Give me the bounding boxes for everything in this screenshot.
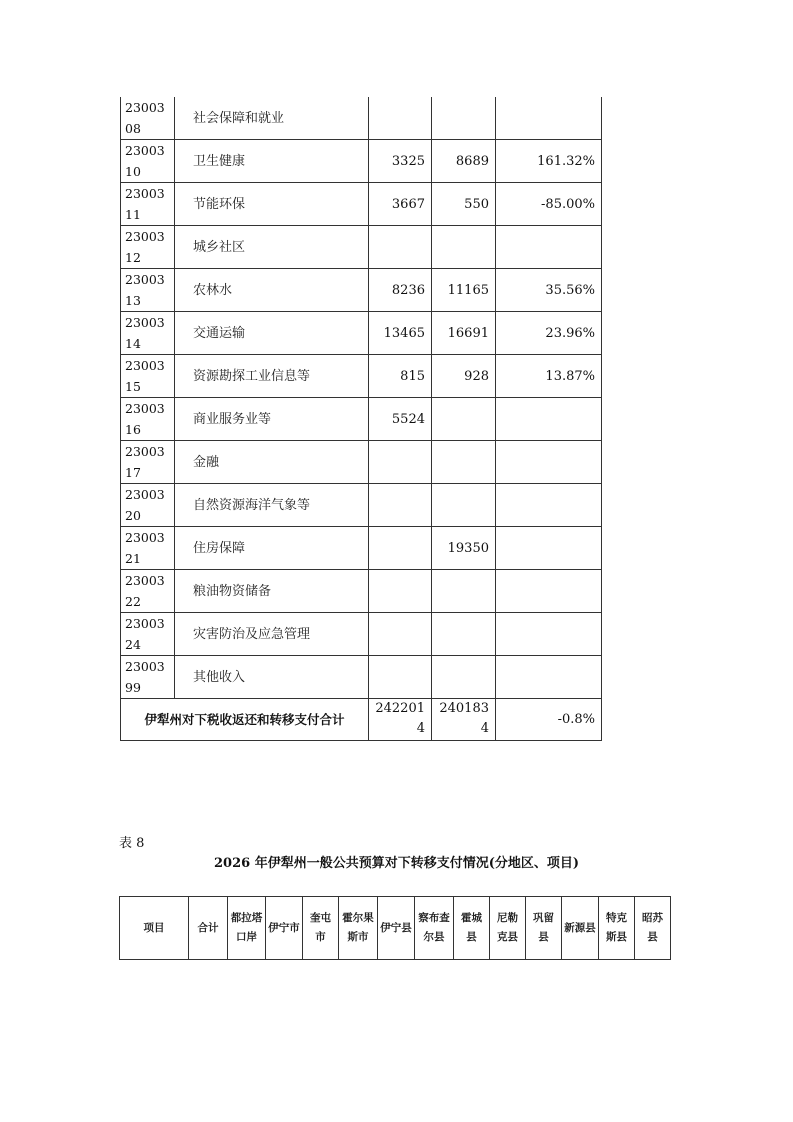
row-curr-value-cell — [432, 441, 496, 484]
table-row — [121, 97, 602, 140]
table-row — [121, 570, 602, 613]
row-prev-value-cell — [369, 656, 432, 699]
row-prev-value-cell: 815 — [369, 355, 432, 398]
row-name-cell: 卫生健康 — [175, 140, 369, 183]
row-change-cell — [496, 527, 602, 570]
row-curr-value-cell — [432, 613, 496, 656]
row-name-cell: 自然资源海洋气象等 — [175, 484, 369, 527]
row-code-cell: 2300322 — [121, 570, 175, 613]
column-header: 察布查尔县 — [415, 897, 454, 960]
row-prev-value-cell — [369, 226, 432, 269]
column-header: 都拉塔口岸 — [228, 897, 266, 960]
row-change-cell: 23.96% — [496, 312, 602, 355]
row-name-cell: 商业服务业等 — [175, 398, 369, 441]
row-prev-value-cell: 3325 — [369, 140, 432, 183]
row-prev-value-cell: 13465 — [369, 312, 432, 355]
row-code-cell: 2300312 — [121, 226, 175, 269]
row-prev-value-cell — [369, 527, 432, 570]
row-curr-value-cell: 11165 — [432, 269, 496, 312]
total-row — [121, 699, 602, 741]
row-curr-value-cell — [432, 570, 496, 613]
row-curr-value-cell: 550 — [432, 183, 496, 226]
row-prev-value-cell — [369, 441, 432, 484]
row-curr-value-cell: 16691 — [432, 312, 496, 355]
column-header: 昭苏县 — [635, 897, 671, 960]
table-row — [121, 226, 602, 269]
table-row — [121, 527, 602, 570]
row-change-cell — [496, 656, 602, 699]
row-curr-value-cell: 19350 — [432, 527, 496, 570]
table-row — [121, 441, 602, 484]
row-change-cell: 35.56% — [496, 269, 602, 312]
row-change-cell — [496, 613, 602, 656]
column-header: 项目 — [120, 897, 189, 960]
row-name-cell: 交通运输 — [175, 312, 369, 355]
row-prev-value-cell — [369, 97, 432, 140]
column-header: 合计 — [189, 897, 228, 960]
row-change-cell — [496, 398, 602, 441]
table-number-label: 表 8 — [119, 836, 145, 851]
row-code-cell: 2300317 — [121, 441, 175, 484]
table-row — [121, 269, 602, 312]
table-row — [121, 312, 602, 355]
row-name-cell: 农林水 — [175, 269, 369, 312]
row-code-cell: 2300313 — [121, 269, 175, 312]
row-name-cell: 住房保障 — [175, 527, 369, 570]
table-row — [121, 355, 602, 398]
row-code-cell: 2300320 — [121, 484, 175, 527]
regional-transfer-table — [119, 896, 671, 960]
row-curr-value-cell — [432, 484, 496, 527]
row-curr-value-cell — [432, 398, 496, 441]
row-code-cell: 2300399 — [121, 656, 175, 699]
row-curr-value-cell — [432, 97, 496, 140]
total-curr-value: 2401834 — [432, 699, 496, 741]
table-row — [121, 398, 602, 441]
row-name-cell: 城乡社区 — [175, 226, 369, 269]
total-change: -0.8% — [496, 699, 602, 741]
row-name-cell: 其他收入 — [175, 656, 369, 699]
table-row — [121, 140, 602, 183]
row-prev-value-cell: 5524 — [369, 398, 432, 441]
row-name-cell: 灾害防治及应急管理 — [175, 613, 369, 656]
row-change-cell — [496, 570, 602, 613]
table-row — [121, 484, 602, 527]
table-row — [121, 613, 602, 656]
row-change-cell — [496, 226, 602, 269]
row-prev-value-cell: 8236 — [369, 269, 432, 312]
row-prev-value-cell — [369, 613, 432, 656]
table-row — [121, 183, 602, 226]
row-curr-value-cell: 8689 — [432, 140, 496, 183]
row-code-cell: 2300308 — [121, 97, 175, 140]
row-name-cell: 资源勘探工业信息等 — [175, 355, 369, 398]
row-name-cell: 社会保障和就业 — [175, 97, 369, 140]
row-change-cell — [496, 441, 602, 484]
row-curr-value-cell — [432, 226, 496, 269]
row-code-cell: 2300314 — [121, 312, 175, 355]
column-header: 尼勒克县 — [490, 897, 526, 960]
total-label: 伊犁州对下税收返还和转移支付合计 — [121, 699, 369, 741]
row-code-cell: 2300315 — [121, 355, 175, 398]
row-prev-value-cell: 3667 — [369, 183, 432, 226]
row-curr-value-cell — [432, 656, 496, 699]
table-header-row — [120, 897, 671, 960]
row-change-cell: -85.00% — [496, 183, 602, 226]
row-code-cell: 2300310 — [121, 140, 175, 183]
total-prev-value: 2422014 — [369, 699, 432, 741]
row-curr-value-cell: 928 — [432, 355, 496, 398]
row-code-cell: 2300311 — [121, 183, 175, 226]
row-prev-value-cell — [369, 570, 432, 613]
row-change-cell: 13.87% — [496, 355, 602, 398]
column-header: 伊宁县 — [378, 897, 415, 960]
column-header: 新源县 — [562, 897, 599, 960]
row-code-cell: 2300321 — [121, 527, 175, 570]
transfer-payment-table-continued — [120, 97, 602, 741]
row-name-cell: 金融 — [175, 441, 369, 484]
column-header: 特克斯县 — [599, 897, 635, 960]
row-prev-value-cell — [369, 484, 432, 527]
table-row — [121, 656, 602, 699]
row-name-cell: 节能环保 — [175, 183, 369, 226]
row-code-cell: 2300316 — [121, 398, 175, 441]
row-change-cell: 161.32% — [496, 140, 602, 183]
column-header: 奎屯市 — [303, 897, 339, 960]
row-change-cell — [496, 97, 602, 140]
row-change-cell — [496, 484, 602, 527]
row-name-cell: 粮油物资储备 — [175, 570, 369, 613]
row-code-cell: 2300324 — [121, 613, 175, 656]
column-header: 霍尔果斯市 — [339, 897, 378, 960]
column-header: 巩留县 — [526, 897, 562, 960]
column-header: 伊宁市 — [266, 897, 303, 960]
table-title: 2026 年伊犁州一般公共预算对下转移支付情况(分地区、项目) — [213, 856, 579, 871]
column-header: 霍城县 — [454, 897, 490, 960]
